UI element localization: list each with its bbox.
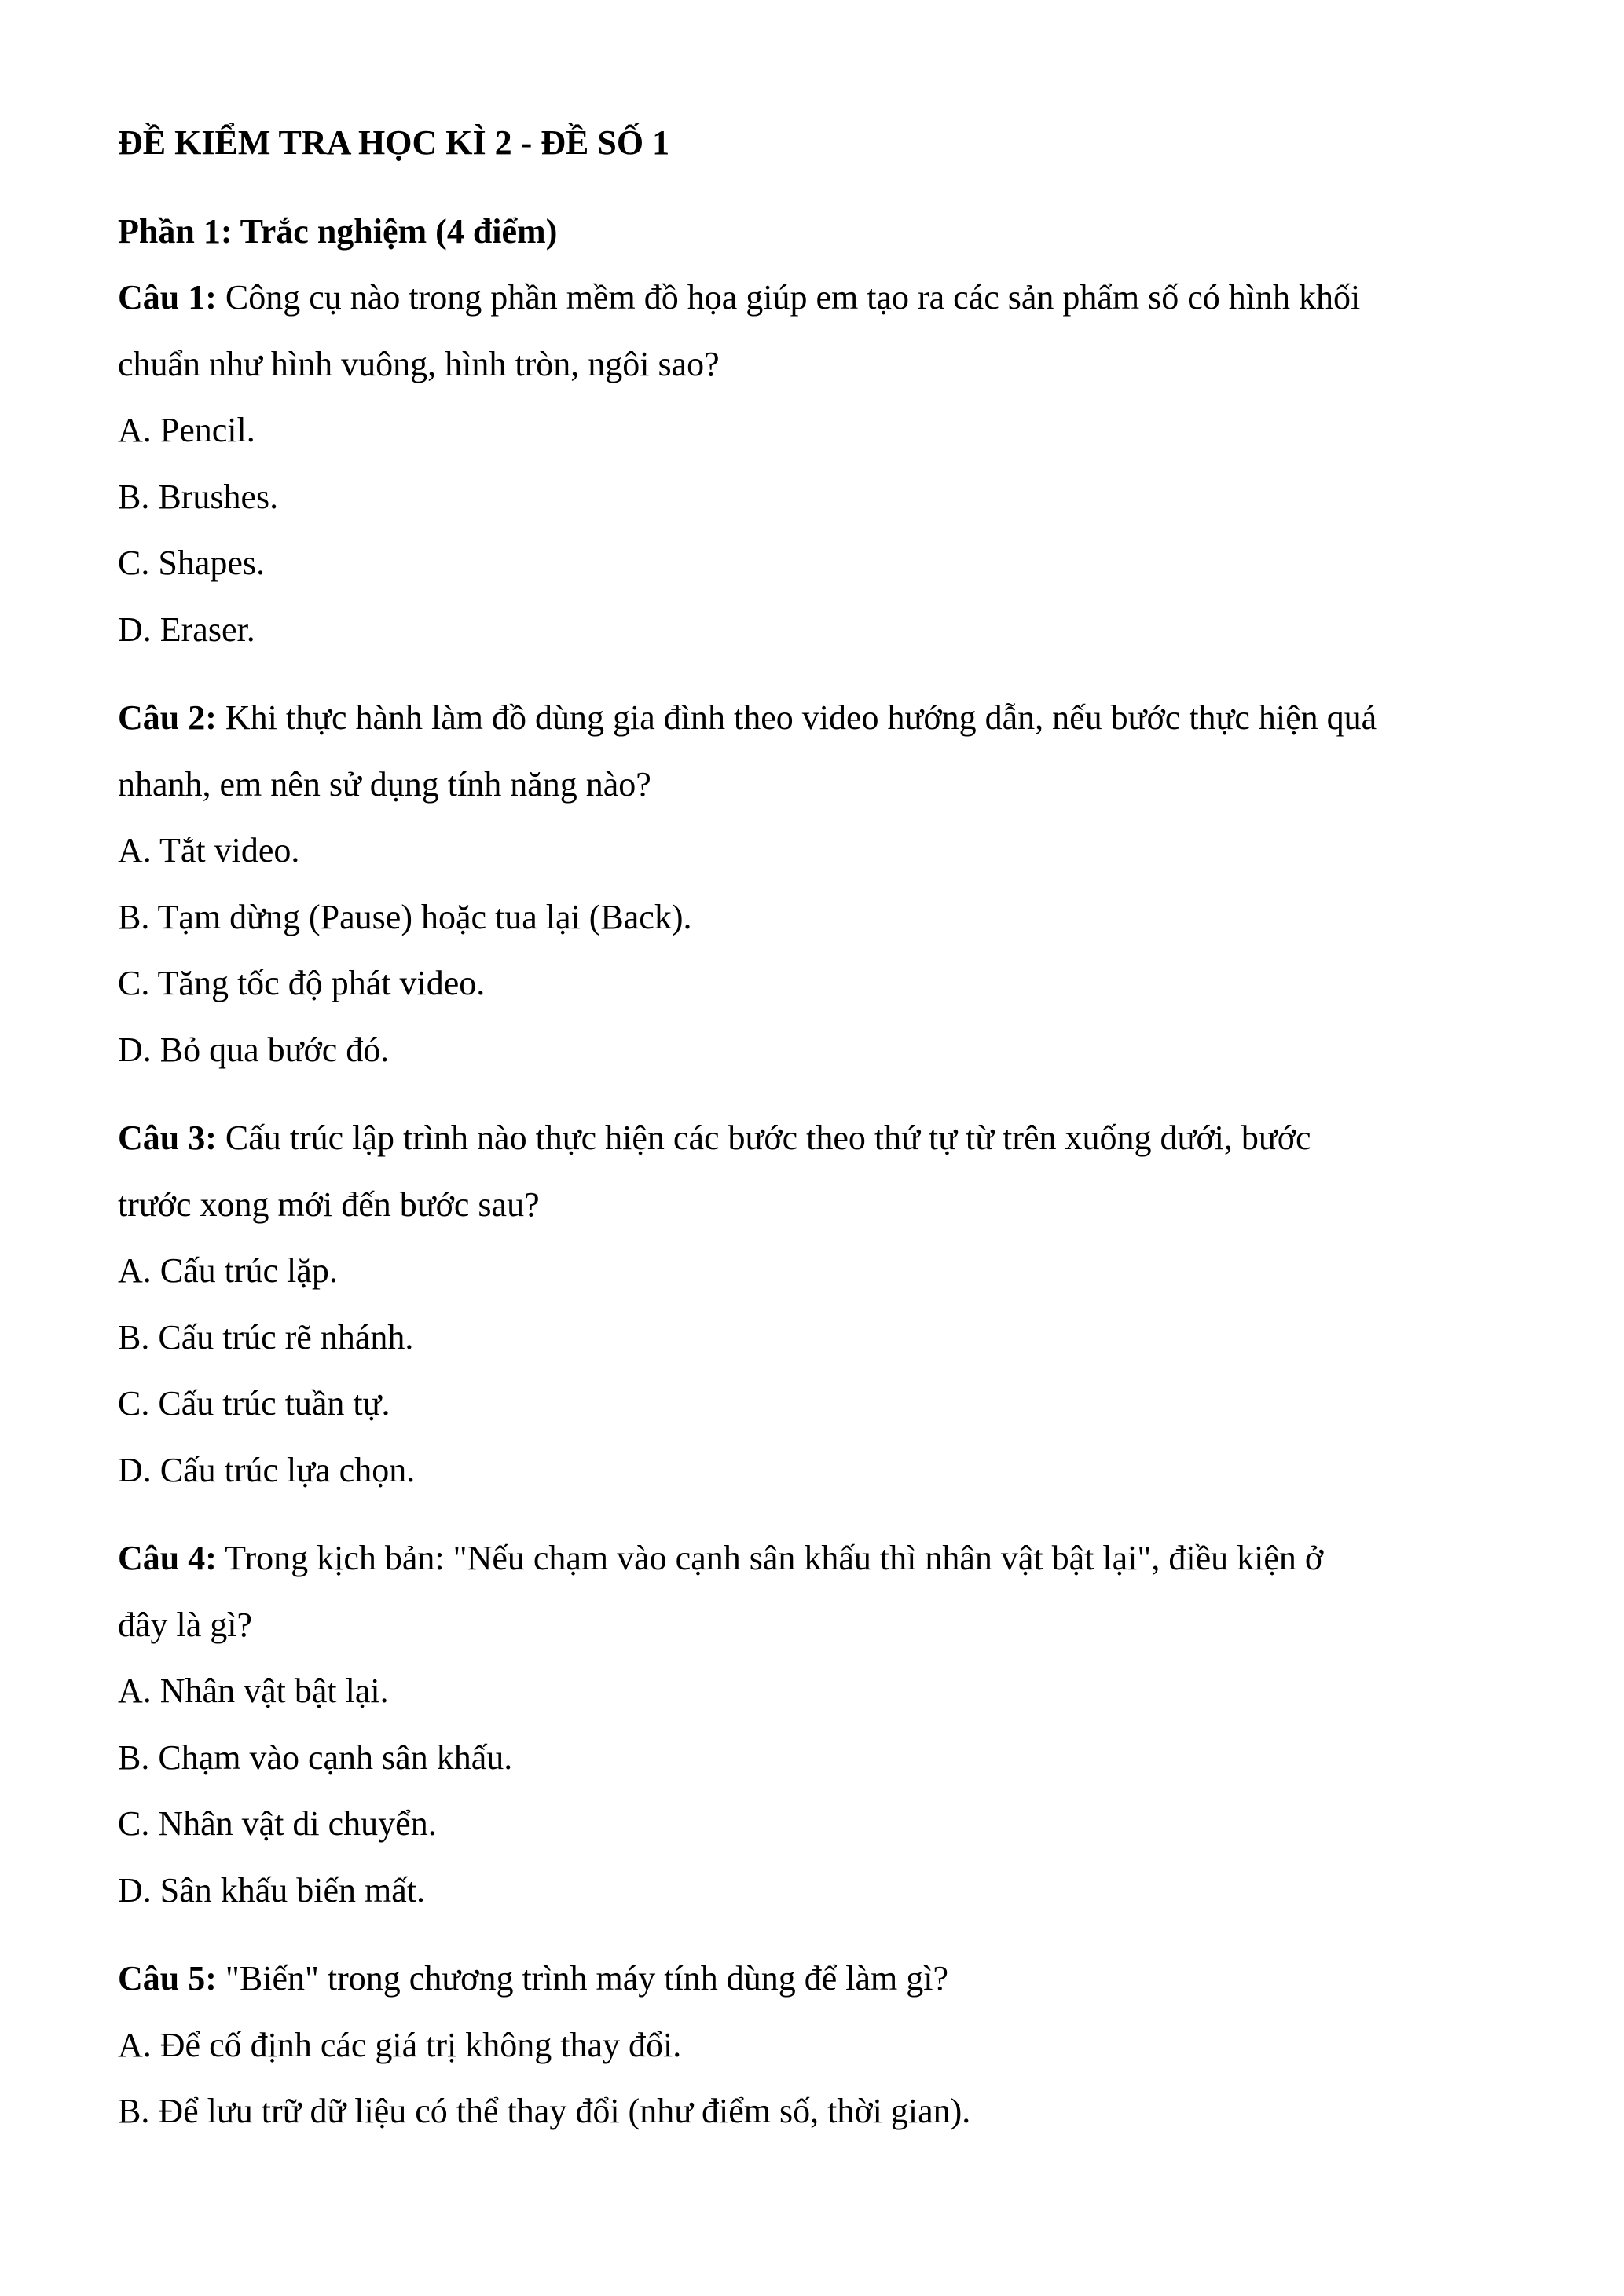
answer-option: B. Chạm vào cạnh sân khấu. xyxy=(118,1738,513,1777)
title-text: ĐỀ KIỂM TRA HỌC KÌ 2 - ĐỀ SỐ 1 xyxy=(118,123,670,162)
section-heading xyxy=(118,199,1524,265)
answer-option: B. Brushes. xyxy=(118,477,279,516)
answer-option: B. Tạm dừng (Pause) hoặc tua lại (Back). xyxy=(118,897,692,936)
answer-option: C. Nhân vật di chuyển. xyxy=(118,1804,437,1843)
document-page xyxy=(118,110,1524,2145)
question-text: chuẩn như hình vuông, hình tròn, ngôi sao? xyxy=(118,344,720,383)
question-text-line xyxy=(118,1105,1524,1172)
answer-option: C. Tăng tốc độ phát video. xyxy=(118,964,486,1002)
question-text-line xyxy=(118,685,1524,752)
question-label: Câu 4: xyxy=(118,1539,217,1577)
question-text: nhanh, em nên sử dụng tính năng nào? xyxy=(118,764,651,804)
question-label: Câu 5: xyxy=(118,1959,217,1998)
question-text: Cấu trúc lập trình nào thực hiện các bước theo thứ tự từ trên xuống dưới, bước xyxy=(216,1119,1311,1157)
answer-option: A. Tắt video. xyxy=(118,831,300,870)
question-text-line xyxy=(118,1172,1524,1239)
question-text-line xyxy=(118,265,1524,331)
question-text-line xyxy=(118,752,1524,818)
question-text: Công cụ nào trong phần mềm đồ họa giúp em tạo ra các sản phẩm số có hình khối xyxy=(216,278,1361,317)
question-text-line xyxy=(118,331,1524,398)
document-title xyxy=(118,110,1524,177)
question-1 xyxy=(118,265,1524,663)
answer-option: C. Cấu trúc tuần tự. xyxy=(118,1384,390,1423)
answer-option: D. Eraser. xyxy=(118,610,255,649)
question-label: Câu 1: xyxy=(118,278,217,317)
question-text: Trong kịch bản: "Nếu chạm vào cạnh sân khấu thì nhân vật bật lại", điều kiện ở xyxy=(216,1539,1324,1577)
question-text: trước xong mới đến bước sau? xyxy=(118,1185,540,1224)
answer-option: D. Cấu trúc lựa chọn. xyxy=(118,1450,416,1489)
question-text-line xyxy=(118,1525,1524,1592)
question-2 xyxy=(118,685,1524,1083)
answer-option: D. Sân khấu biến mất. xyxy=(118,1870,426,1910)
question-4 xyxy=(118,1525,1524,1924)
answer-option: C. Shapes. xyxy=(118,544,265,582)
answer-option: B. Cấu trúc rẽ nhánh. xyxy=(118,1317,414,1357)
question-text: đây là gì? xyxy=(118,1605,253,1644)
answer-option: B. Để lưu trữ dữ liệu có thể thay đổi (như điểm số, thời gian). xyxy=(118,2092,971,2130)
question-label: Câu 3: xyxy=(118,1119,217,1157)
answer-option: A. Pencil. xyxy=(118,411,255,449)
question-text-line xyxy=(118,1592,1524,1659)
answer-option: A. Để cố định các giá trị không thay đổi. xyxy=(118,2025,682,2064)
answer-option: D. Bỏ qua bước đó. xyxy=(118,1030,390,1069)
answer-option: A. Nhân vật bật lại. xyxy=(118,1672,389,1710)
question-5 xyxy=(118,1946,1524,2145)
question-3 xyxy=(118,1105,1524,1503)
answer-option: A. Cấu trúc lặp. xyxy=(118,1251,338,1290)
question-text-line xyxy=(118,1946,1524,2012)
question-text: "Biến" trong chương trình máy tính dùng để làm gì? xyxy=(216,1959,949,1998)
question-list xyxy=(118,265,1524,2145)
question-label: Câu 2: xyxy=(118,698,217,737)
question-text: Khi thực hành làm đồ dùng gia đình theo video hướng dẫn, nếu bước thực hiện quá xyxy=(216,698,1377,737)
section-text: Phần 1: Trắc nghiệm (4 điểm) xyxy=(118,211,558,251)
